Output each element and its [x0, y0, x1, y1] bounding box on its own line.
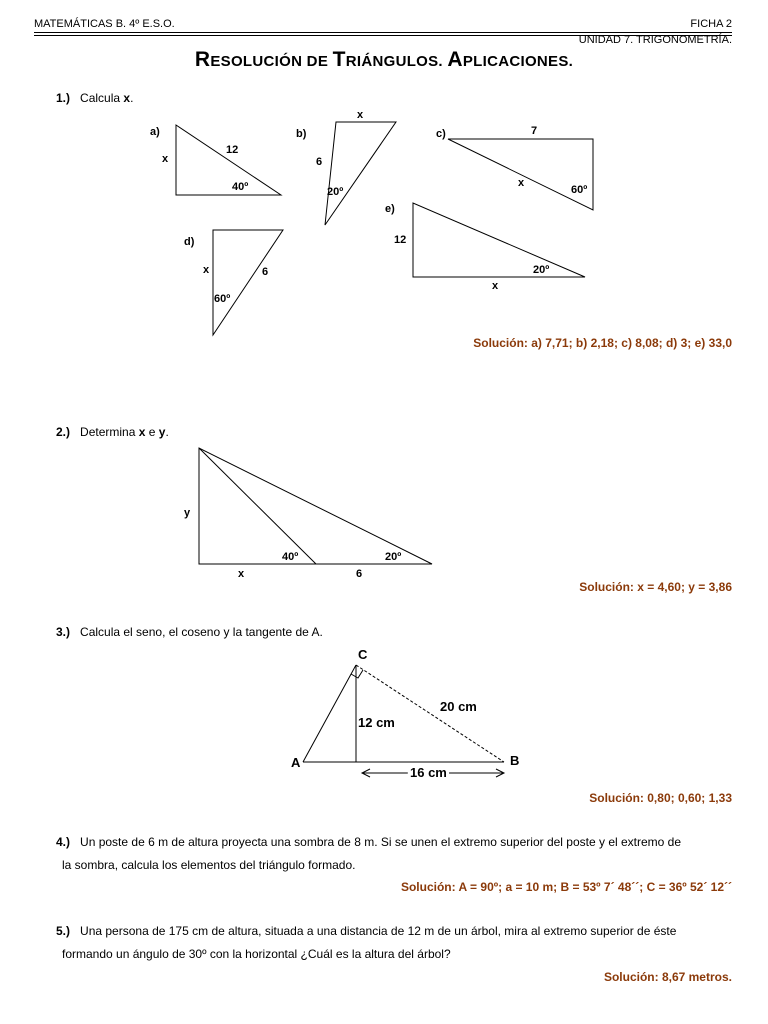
q2-six-label: 6	[356, 568, 363, 580]
title-cap-1: R	[194, 48, 211, 71]
c-angle-label: 60º	[571, 184, 588, 196]
q3-vertex-c: C	[358, 647, 368, 662]
triangle-a	[176, 125, 281, 195]
q4-statement	[56, 831, 736, 877]
q3-height-label: 12 cm	[358, 715, 395, 730]
tag-d: d)	[184, 236, 195, 248]
triangle-c	[448, 139, 593, 210]
e-x-label: x	[492, 280, 499, 292]
header-left: MATEMÁTICAS B. 4º E.S.O.	[34, 18, 175, 30]
q2-text: Determina	[80, 425, 136, 439]
q3-figure	[285, 645, 530, 785]
triangle-e	[413, 203, 585, 277]
b-side-label: 6	[316, 156, 323, 168]
q2-var-x: x	[138, 425, 146, 439]
q2-y-label: y	[184, 507, 191, 519]
q4-number: 4.)	[56, 835, 71, 849]
q1-solution: Solución: a) 7,71; b) 2,18; c) 8,08; d) 3; e) 33,0	[473, 336, 732, 350]
c-x-label: x	[518, 177, 525, 189]
q3-hyp-label: 20 cm	[440, 699, 477, 714]
a-angle-label: 40º	[232, 181, 249, 193]
q2-solution: Solución: x = 4,60; y = 3,86	[579, 580, 732, 594]
header-ficha: FICHA 2	[690, 18, 732, 30]
title-rest-2: RIÁNGULOS.	[345, 53, 448, 70]
q3-statement	[56, 625, 323, 639]
q1-var: x	[123, 91, 131, 105]
d-angle-label: 60º	[214, 293, 231, 305]
title-rest-1: ESOLUCIÓN DE	[210, 53, 333, 70]
q1-text: Calcula	[80, 91, 121, 105]
q2-figure	[0, 440, 768, 580]
tag-c: c)	[436, 128, 446, 140]
b-x-label: x	[357, 109, 364, 121]
q2-inner-line	[199, 448, 316, 564]
triangle-d	[213, 230, 283, 335]
q4-line2: la sombra, calcula los elementos del triángulo formado.	[62, 858, 356, 872]
title-cap-3: A	[447, 48, 463, 71]
q2-number: 2.)	[56, 425, 71, 439]
d-x-label: x	[203, 264, 210, 276]
a-hyp-label: 12	[226, 144, 239, 156]
q2-var-y: y	[158, 425, 166, 439]
q1-end: .	[130, 91, 134, 105]
q1-figures	[0, 0, 768, 380]
a-x-label: x	[162, 153, 169, 165]
q2-end: .	[165, 425, 169, 439]
b-angle-label: 20º	[327, 186, 344, 198]
q3-base-label: 16 cm	[410, 765, 447, 780]
d-side-label: 6	[262, 266, 269, 278]
e-angle-label: 20º	[533, 264, 550, 276]
q1-number: 1.)	[56, 91, 71, 105]
tag-a: a)	[150, 126, 160, 138]
q3-text: Calcula el seno, el coseno y la tangente de A.	[80, 625, 323, 639]
q5-solution: Solución: 8,67 metros.	[603, 970, 732, 984]
header-unit: UNIDAD 7. TRIGONOMETRÍA.	[578, 34, 732, 46]
q4-solution: Solución: A = 90º; a = 10 m; B = 53º 7´ 48´´; C = 36º 52´ 12´´	[400, 880, 732, 894]
q3-number: 3.)	[56, 625, 71, 639]
q2-angle-20: 20º	[385, 551, 402, 563]
e-side-label: 12	[394, 234, 407, 246]
q2-statement	[56, 425, 169, 439]
q5-statement	[56, 920, 736, 966]
q5-line1: Una persona de 175 cm de altura, situada a una distancia de 12 m de un árbol, mira al extremo superior de éste	[80, 924, 677, 938]
title-rest-3: PLICACIONES.	[462, 53, 574, 70]
q3-vertex-b: B	[510, 753, 520, 768]
q5-line2: formando un ángulo de 30º con la horizontal ¿Cuál es la altura del árbol?	[62, 947, 451, 961]
q5-number: 5.)	[56, 924, 71, 938]
q4-line1: Un poste de 6 m de altura proyecta una sombra de 8 m. Si se unen el extremo superior del poste y el extremo de	[80, 835, 682, 849]
tag-e: e)	[385, 203, 395, 215]
tag-b: b)	[296, 128, 307, 140]
q2-mid: e	[145, 425, 159, 439]
q2-outer-triangle	[199, 448, 432, 564]
q3-figure-bg	[285, 645, 530, 785]
title-cap-2: T	[332, 48, 346, 71]
q3-solution: Solución: 0,80; 0,60; 1,33	[589, 791, 732, 805]
q3-vertex-a: A	[291, 755, 301, 770]
c-top-label: 7	[531, 125, 538, 137]
q2-angle-40: 40º	[282, 551, 299, 563]
q2-x-label: x	[238, 568, 245, 580]
